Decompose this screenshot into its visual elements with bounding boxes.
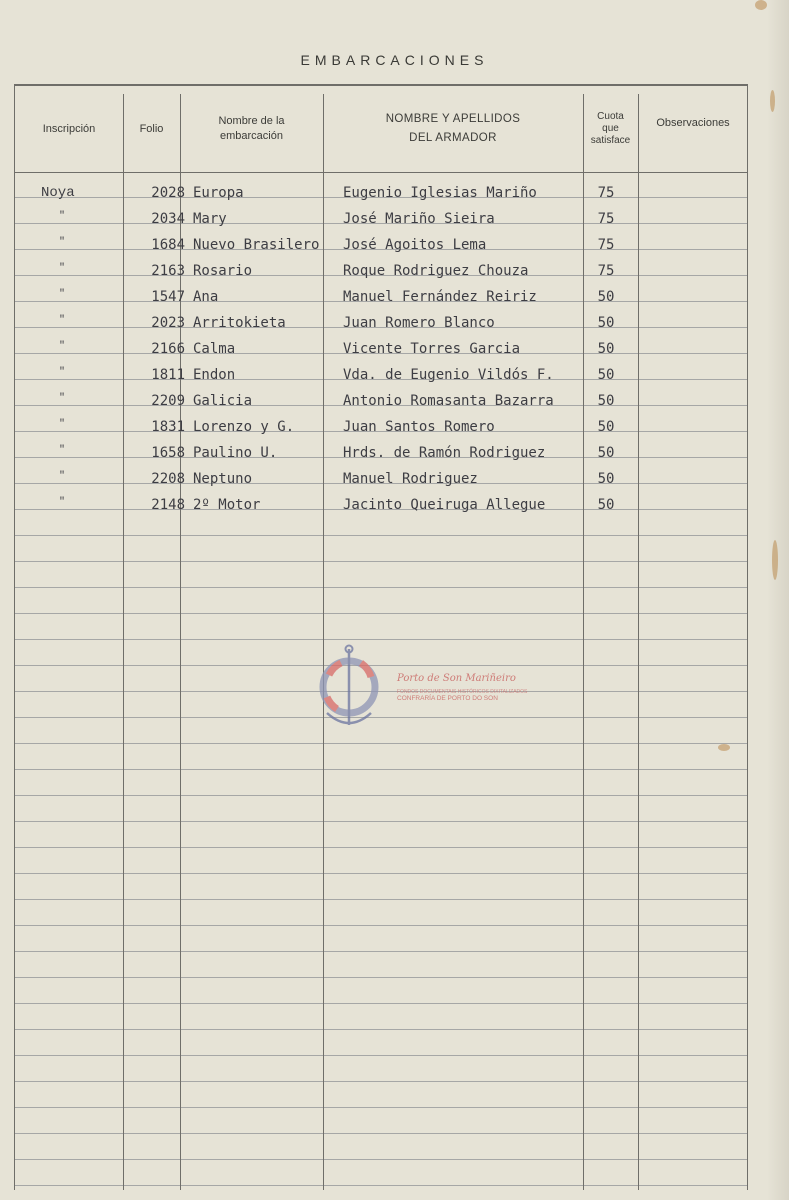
table-row [15,388,747,414]
header-armador-line2: DEL ARMADOR [409,132,497,144]
cell-cuota: 50 [597,445,615,461]
cell-folio: 1684 [151,237,185,253]
header-folio-label: Folio [139,122,164,135]
page-edge-shadow [767,0,789,1200]
cell-armador: Vda. de Eugenio Vildós F. [343,367,554,383]
seal-line3: CONFRARÍA DE PORTO DO SON [397,695,498,702]
cell-folio: 1831 [151,419,185,435]
header-nombre-embarcacion [180,86,323,172]
cell-folio: 2163 [151,263,185,279]
cell-nombre-embarcacion: Nuevo Brasilero [193,237,320,253]
cell-folio: 2034 [151,211,185,227]
header-cuota-line1: Cuota [597,111,624,122]
cell-folio: 1658 [151,445,185,461]
table-row [15,284,747,310]
cell-folio: 2148 [151,497,185,513]
table-row [15,362,747,388]
cell-nombre-embarcacion: 2º Motor [193,497,261,513]
table-row [15,206,747,232]
cell-nombre-embarcacion: Calma [193,341,236,357]
cell-folio: 2023 [151,315,185,331]
header-nombre-embarcacion-line2: embarcación [220,130,283,142]
cell-inscripcion: " [59,393,66,404]
cell-cuota: 50 [597,419,615,435]
cell-nombre-embarcacion: Rosario [193,263,253,279]
header-folio [123,86,180,172]
cell-armador: Juan Santos Romero [343,419,495,435]
cell-nombre-embarcacion: Mary [193,211,227,227]
cell-cuota: 50 [597,289,615,305]
cell-armador: José Agoitos Lema [343,237,487,253]
cell-cuota: 50 [597,367,615,383]
table-row [15,440,747,466]
cell-inscripcion: " [59,471,66,482]
anchor-lifebuoy-icon [315,641,395,731]
table-row [15,492,747,518]
cell-armador: Eugenio Iglesias Mariño [343,185,537,201]
page-title: EMBARCACIONES [300,52,489,68]
table-row [15,466,747,492]
cell-inscripcion: " [59,367,66,378]
cell-inscripcion: " [59,289,66,300]
cell-armador: Jacinto Queiruga Allegue [343,497,546,513]
cell-nombre-embarcacion: Galicia [193,393,253,409]
seal-line1: Porto de Son Mariñeiro [397,673,516,684]
cell-folio: 1811 [151,367,185,383]
header-observaciones [638,86,748,172]
header-observaciones-label: Observaciones [656,117,730,129]
cell-cuota: 75 [597,263,615,279]
table-row [15,232,747,258]
cell-armador: Vicente Torres Garcia [343,341,521,357]
cell-nombre-embarcacion: Arritokieta [193,315,286,331]
cell-folio: 1547 [151,289,185,305]
header-cuota-line2: que [602,123,619,134]
cell-armador: Hrds. de Ramón Rodriguez [343,445,546,461]
cell-nombre-embarcacion: Lorenzo y G. [193,419,295,435]
ledger-table [14,84,748,1190]
cell-armador: Manuel Fernández Reiriz [343,289,537,305]
cell-inscripcion: " [59,497,66,508]
cell-cuota: 75 [597,185,615,201]
cell-nombre-embarcacion: Paulino U. [193,445,278,461]
cell-inscripcion: " [59,315,66,326]
cell-cuota: 50 [597,471,615,487]
cell-cuota: 75 [597,211,615,227]
cell-armador: Antonio Romasanta Bazarra [343,393,554,409]
cell-inscripcion: " [59,341,66,352]
header-inscripcion-label: Inscripción [42,122,96,135]
cell-armador: Juan Romero Blanco [343,315,495,331]
cell-inscripcion: Noya [41,185,75,201]
table-row [15,180,747,206]
cell-inscripcion: " [59,263,66,274]
cell-cuota: 50 [597,393,615,409]
cell-armador: José Mariño Sieira [343,211,495,227]
cell-inscripcion: " [59,237,66,248]
cell-cuota: 50 [597,497,615,513]
cell-folio: 2209 [151,393,185,409]
cell-nombre-embarcacion: Ana [193,289,219,305]
paper-stain [770,90,775,112]
cell-inscripcion: " [59,445,66,456]
header-armador-line1: NOMBRE Y APELLIDOS [385,113,521,125]
cell-nombre-embarcacion: Europa [193,185,244,201]
cell-folio: 2028 [151,185,185,201]
paper-stain [772,540,778,580]
cell-armador: Roque Rodriguez Chouza [343,263,529,279]
header-nombre-embarcacion-line1: Nombre de la [218,115,285,127]
cell-cuota: 50 [597,315,615,331]
cell-cuota: 75 [597,237,615,253]
header-inscripcion [15,86,123,172]
header-armador [323,86,583,172]
table-row [15,258,747,284]
header-cuota [583,86,638,172]
cell-inscripcion: " [59,211,66,222]
cell-folio: 2208 [151,471,185,487]
cell-inscripcion: " [59,419,66,430]
cell-armador: Manuel Rodriguez [343,471,478,487]
paper-stain [755,0,767,10]
cell-cuota: 50 [597,341,615,357]
cell-nombre-embarcacion: Neptuno [193,471,253,487]
cell-folio: 2166 [151,341,185,357]
archive-seal [315,641,528,731]
seal-line2: FONDOS DOCUMENTAIS HISTÓRICOS DIXITALIZADOS [397,689,528,695]
header-cuota-line3: satisface [590,135,631,146]
table-row [15,310,747,336]
table-row [15,414,747,440]
cell-nombre-embarcacion: Endon [193,367,236,383]
table-row [15,336,747,362]
